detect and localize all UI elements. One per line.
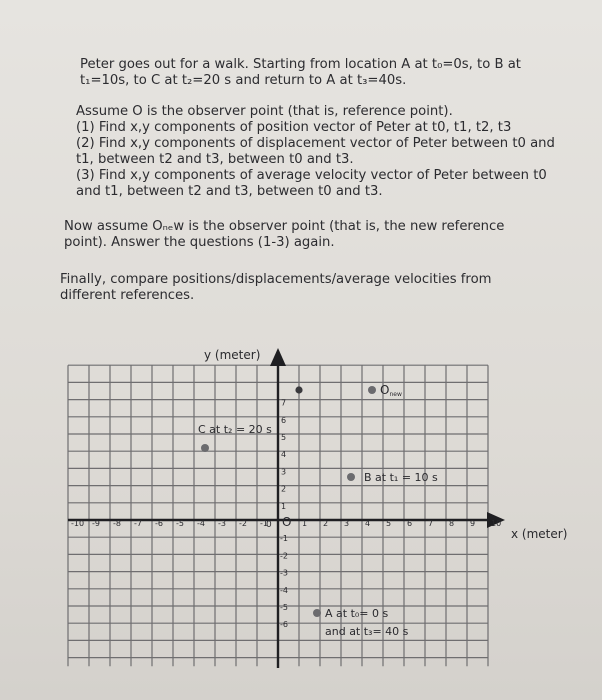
- y-axis-label: y (meter): [204, 348, 261, 362]
- point-c-label: C at t₂ = 20 s: [198, 423, 272, 436]
- x-tick-label: 0: [266, 520, 272, 530]
- x-tick-label: -6: [155, 519, 163, 528]
- x-tick-label: 6: [407, 519, 413, 528]
- y-tick-label: -3: [280, 568, 288, 578]
- y-tick-label: -5: [280, 603, 288, 612]
- x-tick-label: 2: [323, 519, 329, 528]
- x-tick-label: 4: [365, 519, 371, 528]
- intro-line-2: t₁=10s, to C at t₂=20 s and return to A at t₃=40s.: [80, 73, 407, 88]
- y-tick-label: -6: [280, 620, 288, 630]
- onew-label: [380, 383, 402, 398]
- y-axis-arrow-icon: [270, 348, 286, 366]
- x-tick-label: -3: [218, 519, 226, 528]
- x-tick-label: -10: [71, 519, 85, 528]
- y-tick-label: 3: [281, 467, 287, 477]
- x-tick-label: 5: [386, 519, 392, 528]
- finally-line-1: Finally, compare positions/displacements/average velocities from: [60, 272, 492, 287]
- x-tick-label: 8: [449, 519, 455, 528]
- y-tick-label: 4: [281, 450, 287, 460]
- assume-line-5: (3) Find x,y components of average velocity vector of Peter between t0: [76, 168, 547, 183]
- x-tick-label: 3: [344, 519, 350, 528]
- assume-line-4: t1, between t2 and t3, between t0 and t3.: [76, 152, 354, 167]
- finally-line-2: different references.: [60, 288, 195, 303]
- point-a-marker-icon: [313, 609, 321, 617]
- y-tick-label: 1: [281, 501, 287, 511]
- onew-label-sub: new: [389, 391, 402, 398]
- x-tick-label: 1: [302, 519, 308, 528]
- x-tick-label: -7: [134, 519, 142, 528]
- y-tick-label: -2: [280, 551, 288, 561]
- x-tick-label: 7: [428, 519, 434, 528]
- x-tick-label: -8: [113, 519, 121, 528]
- point-a-label-line2: and at t₃= 40 s: [325, 625, 409, 638]
- x-tick-label: -1: [260, 519, 268, 528]
- x-tick-label: -2: [239, 519, 247, 528]
- onew-marker-icon: [368, 386, 376, 394]
- x-tick-label: 9: [470, 519, 476, 528]
- origin-label: O: [282, 515, 292, 529]
- point-b-label: B at t₁ = 10 s: [364, 471, 438, 484]
- onew-line-2: point). Answer the questions (1-3) again.: [64, 235, 335, 250]
- intro-line-1: Peter goes out for a walk. Starting from location A at t₀=0s, to B at: [80, 57, 521, 72]
- x-tick-label: -9: [92, 519, 100, 528]
- y-tick-label: 7: [281, 398, 287, 408]
- y-tick-label: 6: [281, 415, 287, 425]
- y-tick-label: -4: [280, 585, 288, 595]
- y-tick-label: 2: [281, 484, 287, 494]
- y-tick-label: -1: [280, 534, 288, 544]
- x-tick-label: -4: [197, 519, 205, 528]
- y-tick-label: 5: [281, 433, 287, 442]
- x-tick-label: 10: [491, 519, 502, 528]
- assume-line-1: Assume O is the observer point (that is, reference point).: [76, 104, 453, 119]
- point-b-marker-icon: [347, 473, 355, 481]
- assume-line-2: (1) Find x,y components of position vector of Peter at t0, t1, t2, t3: [76, 120, 512, 135]
- assume-line-6: and t1, between t2 and t3, between t0 and t3.: [76, 184, 383, 199]
- point-c-marker-icon: [201, 444, 209, 452]
- x-tick-label: -5: [176, 519, 184, 528]
- tick-labels: [71, 399, 501, 630]
- onew-label-main: O: [380, 383, 390, 397]
- x-axis-label: x (meter): [511, 527, 568, 541]
- point-a-label-line1: A at t₀= 0 s: [325, 607, 389, 620]
- onew-line-1: Now assume Oₙₑw is the observer point (that is, the new reference: [64, 219, 505, 234]
- onew-point: [295, 386, 302, 393]
- assume-line-3: (2) Find x,y components of displacement vector of Peter between t0 and: [76, 136, 555, 151]
